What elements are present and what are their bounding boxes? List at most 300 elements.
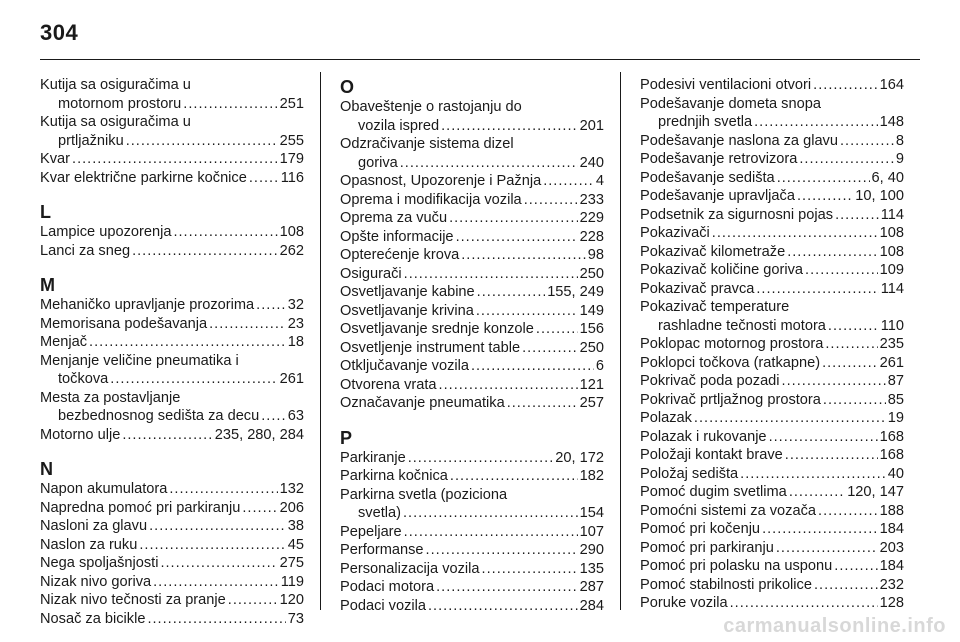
dot-leader (482, 560, 578, 579)
entry-pages: 261 (279, 371, 304, 387)
column-divider (320, 72, 321, 610)
entry-line (340, 541, 604, 560)
entry-line-wrap (340, 135, 604, 154)
entry-term: Parkiranje (340, 449, 406, 466)
entry-line (340, 265, 604, 284)
entry-term: Podešavanje sedišta (640, 169, 775, 186)
index-section (40, 458, 304, 628)
column-divider (620, 72, 621, 610)
entry-line (340, 117, 604, 136)
dot-leader (228, 591, 278, 610)
entry-line (640, 113, 904, 132)
entry-term: Pokazivač kilometraže (640, 243, 786, 260)
entry-term: prtljažniku (58, 132, 124, 149)
index-section (40, 76, 304, 187)
entry-term: Pokrivač poda pozadi (640, 373, 780, 389)
dot-leader (160, 554, 277, 573)
entry-term: Lanci za sneg (40, 242, 131, 259)
index-entry (640, 465, 904, 484)
entry-line (340, 339, 604, 358)
index-entry (640, 539, 904, 558)
entry-line (40, 591, 304, 610)
index-entry (640, 335, 904, 354)
entry-line (640, 576, 904, 595)
entry-pages: 182 (579, 468, 604, 484)
entry-line (340, 597, 604, 616)
entry-line (640, 372, 904, 391)
entry-term: Motorno ulje (40, 426, 121, 443)
dot-leader (787, 243, 877, 262)
entry-term: Pokazivač pravca (640, 280, 755, 297)
entry-pages: 40 (887, 465, 904, 482)
dot-leader (543, 172, 594, 191)
entry-line (640, 150, 904, 169)
entry-line (40, 517, 304, 536)
entry-term: motornom prostoru (58, 95, 182, 112)
entry-pages: 120, 147 (847, 484, 904, 500)
dot-leader (805, 261, 878, 280)
entry-pages: 10, 100 (855, 188, 904, 204)
entry-term: Pokazivači (640, 225, 710, 241)
entry-line (640, 354, 904, 373)
dot-leader (471, 357, 594, 376)
index-entry (640, 132, 904, 151)
entry-term: Napredna pomoć pri parkiranju (40, 499, 241, 516)
entry-line (640, 428, 904, 447)
entry-pages: 154 (579, 505, 604, 521)
index-entry (340, 228, 604, 247)
entry-term: Osvetljenje instrument table (340, 339, 521, 356)
entry-pages: 164 (879, 77, 904, 93)
entry-pages: 20, 172 (555, 449, 604, 466)
entry-term: svetla) (358, 505, 401, 521)
dot-leader (754, 113, 878, 132)
index-entry (340, 394, 604, 413)
dot-leader (173, 223, 277, 242)
dot-leader (261, 407, 286, 426)
entry-term: Napon akumulatora (40, 481, 168, 497)
index-entry (40, 296, 304, 315)
entry-term: Menjač (40, 334, 88, 350)
dot-leader (147, 610, 285, 629)
entry-line (40, 223, 304, 242)
entry-term: Performanse (340, 542, 424, 558)
entry-pages: 108 (279, 224, 304, 240)
entry-pages: 8 (895, 132, 904, 149)
section-letter: N (40, 459, 53, 479)
entry-term: Odzračivanje sistema dizel (340, 136, 514, 152)
entry-pages: 119 (280, 573, 304, 590)
dot-leader (476, 302, 578, 321)
dot-leader (132, 242, 278, 261)
dot-leader (153, 573, 279, 592)
dot-leader (712, 224, 878, 243)
index-entry (340, 191, 604, 210)
entry-line-wrap (40, 352, 304, 371)
entry-pages: 9 (895, 151, 904, 167)
entry-line (40, 169, 304, 188)
dot-leader (450, 467, 578, 486)
entry-line-wrap (40, 389, 304, 408)
index-entry (40, 480, 304, 499)
entry-line (340, 228, 604, 247)
dot-leader (404, 265, 578, 284)
dot-leader (762, 520, 878, 539)
entry-term: Parkirna kočnica (340, 468, 448, 484)
dot-leader (789, 483, 845, 502)
index-entry (40, 536, 304, 555)
dot-leader (169, 480, 277, 499)
index-entry (340, 320, 604, 339)
index-entry (640, 428, 904, 447)
dot-leader (785, 446, 878, 465)
entry-line (340, 283, 604, 302)
index-entry (40, 610, 304, 629)
entry-line (640, 224, 904, 243)
index-entry (40, 352, 304, 389)
index-entry (640, 594, 904, 613)
entry-pages: 275 (279, 555, 304, 571)
entry-pages: 262 (279, 242, 304, 259)
dot-leader (823, 391, 886, 410)
entry-line (40, 95, 304, 114)
entry-term: Oprema za vuču (340, 210, 448, 226)
index-entry (340, 135, 604, 172)
page-number: 304 (40, 20, 79, 45)
index-entry (640, 76, 904, 95)
entry-term: Polazak (640, 410, 692, 426)
dot-leader (756, 280, 878, 299)
entry-pages: 6, 40 (871, 169, 904, 186)
dot-leader (730, 594, 878, 613)
entry-line (40, 150, 304, 169)
entry-term: Podešavanje retrovizora (640, 151, 798, 167)
entry-pages: 148 (879, 114, 904, 130)
dot-leader (813, 76, 877, 95)
index-entry (340, 449, 604, 468)
dot-leader (110, 370, 277, 389)
entry-line (640, 391, 904, 410)
index-entry (40, 591, 304, 610)
entry-line (640, 557, 904, 576)
dot-leader (249, 169, 279, 188)
dot-leader (456, 228, 578, 247)
index-column-3 (640, 76, 904, 613)
entry-line-wrap (40, 113, 304, 132)
entry-term: Kutija sa osiguračima u (40, 114, 191, 130)
entry-term: Opasnost, Upozorenje i Pažnja (340, 173, 542, 189)
entry-term: Menjanje veličine pneumatika i (40, 352, 239, 369)
dot-leader (400, 154, 578, 173)
index-entry (40, 169, 304, 188)
entry-term: Lampice upozorenja (40, 224, 172, 240)
dot-leader (477, 283, 546, 302)
entry-term: Memorisana podešavanja (40, 315, 208, 332)
entry-line (40, 573, 304, 592)
index-entry (640, 483, 904, 502)
entry-term: Pomoćni sistemi za vozača (640, 502, 817, 519)
entry-term: Osigurači (340, 265, 402, 282)
dot-leader (776, 539, 878, 558)
index-entry (40, 517, 304, 536)
index-entry (40, 499, 304, 518)
entry-line (640, 261, 904, 280)
entry-line (40, 242, 304, 261)
entry-line (640, 187, 904, 206)
entry-term: Podešavanje upravljača (640, 188, 795, 204)
entry-pages: 4 (595, 173, 604, 189)
dot-leader (126, 132, 278, 151)
index-entry (340, 302, 604, 321)
entry-pages: 287 (579, 579, 604, 595)
entry-line (640, 502, 904, 521)
entry-term: Položaj sedišta (640, 465, 739, 482)
entry-term: Podešavanje naslona za glavu (640, 132, 838, 149)
entry-term: Otvorena vrata (340, 376, 437, 393)
entry-line (340, 504, 604, 523)
entry-pages: 6 (595, 358, 604, 374)
entry-pages: 116 (280, 169, 304, 186)
dot-leader (840, 132, 894, 151)
index-entry (40, 389, 304, 426)
entry-line (40, 480, 304, 499)
entry-pages: 120 (279, 592, 304, 608)
index-entry (640, 409, 904, 428)
dot-leader (825, 335, 877, 354)
entry-line (640, 132, 904, 151)
index-section (340, 427, 604, 616)
entry-term: Označavanje pneumatika (340, 395, 505, 411)
entry-line (640, 335, 904, 354)
entry-line (40, 296, 304, 315)
entry-term: Naslon za ruku (40, 536, 138, 553)
entry-pages: 73 (287, 610, 304, 627)
entry-term: Pokrivač prtljažnog prostora (640, 391, 821, 408)
dot-leader (428, 597, 578, 616)
entry-term: Parkirna svetla (poziciona (340, 486, 508, 503)
entry-line (340, 357, 604, 376)
entry-term: Nizak nivo tečnosti za pranje (40, 592, 226, 608)
entry-term: bezbednosnog sedišta za decu (58, 408, 260, 424)
entry-term: Nosač za bicikle (40, 610, 146, 627)
dot-leader (441, 117, 578, 136)
index-entry (340, 486, 604, 523)
entry-line (40, 407, 304, 426)
section-letter: O (340, 77, 355, 97)
entry-term: Pomoć pri kočenju (640, 521, 761, 537)
index-entry (40, 333, 304, 352)
entry-pages: 38 (287, 518, 304, 534)
entry-line (40, 554, 304, 573)
entry-pages: 250 (579, 339, 604, 356)
index-entry (340, 172, 604, 191)
index-entry (40, 315, 304, 334)
entry-pages: 23 (287, 315, 304, 332)
entry-pages: 32 (287, 297, 304, 313)
entry-term: Podesivi ventilacioni otvori (640, 77, 812, 93)
entry-term: Podsetnik za sigurnosni pojas (640, 206, 834, 223)
dot-leader (777, 169, 870, 188)
section-letter: L (40, 202, 51, 222)
entry-term: Kutija sa osiguračima u (40, 77, 191, 93)
index-entry (640, 354, 904, 373)
entry-pages: 257 (579, 395, 604, 411)
index-entry (340, 339, 604, 358)
entry-line (640, 483, 904, 502)
entry-pages: 18 (287, 334, 304, 350)
dot-leader (149, 517, 286, 536)
dot-leader (507, 394, 578, 413)
entry-term: točkova (58, 371, 109, 387)
entry-line (640, 446, 904, 465)
entry-line (640, 594, 904, 613)
index-entry (340, 376, 604, 395)
entry-term: Kvar (40, 151, 71, 167)
dot-leader (769, 428, 878, 447)
index-section (40, 274, 304, 444)
dot-leader (782, 372, 886, 391)
entry-pages: 114 (880, 206, 904, 223)
index-entry (640, 150, 904, 169)
entry-pages: 235, 280, 284 (214, 426, 304, 443)
entry-pages: 45 (287, 536, 304, 553)
entry-term: Pokazivač temperature (640, 299, 790, 315)
entry-term: Mesta za postavljanje (40, 389, 181, 406)
index-entry (640, 391, 904, 410)
dot-leader (426, 541, 578, 560)
entry-pages: 290 (579, 542, 604, 558)
entry-term: Osvetljavanje kabine (340, 284, 475, 300)
entry-pages: 63 (287, 408, 304, 424)
entry-line (40, 370, 304, 389)
entry-line (340, 449, 604, 468)
dot-leader (740, 465, 886, 484)
entry-line (340, 246, 604, 265)
index-entry (640, 261, 904, 280)
header-rule (40, 59, 920, 60)
dot-leader (835, 206, 879, 225)
dot-leader (814, 576, 878, 595)
entry-line (640, 169, 904, 188)
entry-term: Kvar električne parkirne kočnice (40, 169, 247, 186)
entry-term: Osvetljavanje krivina (340, 302, 474, 319)
dot-leader (461, 246, 586, 265)
dot-leader (694, 409, 886, 428)
entry-line (640, 243, 904, 262)
entry-pages: 235 (879, 336, 904, 352)
entry-term: rashladne tečnosti motora (658, 317, 826, 334)
entry-pages: 108 (879, 243, 904, 260)
dot-leader (408, 449, 554, 468)
entry-term: Nega spoljašnjosti (40, 555, 159, 571)
entry-term: Obaveštenje o rastojanju do (340, 99, 522, 115)
entry-line (340, 523, 604, 542)
entry-line-wrap (640, 95, 904, 114)
entry-term: Otključavanje vozila (340, 358, 469, 374)
entry-line (340, 302, 604, 321)
dot-leader (122, 426, 212, 445)
index-entry (40, 223, 304, 242)
index-entry (40, 150, 304, 169)
entry-term: Mehaničko upravljanje prozorima (40, 297, 255, 313)
entry-term: Oprema i modifikacija vozila (340, 191, 522, 208)
entry-pages: 110 (880, 317, 904, 334)
index-entry (40, 554, 304, 573)
dot-leader (439, 376, 578, 395)
index-column-2 (340, 76, 604, 615)
index-entry (640, 502, 904, 521)
index-entry (640, 187, 904, 206)
entry-pages: 233 (579, 191, 604, 208)
entry-line (340, 172, 604, 191)
dot-leader (89, 333, 286, 352)
entry-pages: 255 (279, 132, 304, 149)
dot-leader (536, 320, 578, 339)
entry-pages: 251 (279, 95, 304, 112)
entry-line (40, 610, 304, 629)
entry-pages: 232 (879, 576, 904, 593)
entry-pages: 109 (879, 262, 904, 278)
entry-line (640, 206, 904, 225)
entry-term: Poruke vozila (640, 595, 728, 611)
entry-term: Opšte informacije (340, 228, 454, 245)
entry-pages: 203 (879, 539, 904, 556)
entry-term: goriva (358, 154, 398, 171)
entry-term: Nasloni za glavu (40, 518, 148, 534)
index-entry (640, 169, 904, 188)
index-entry (40, 426, 304, 445)
entry-line (340, 191, 604, 210)
index-entry (40, 113, 304, 150)
entry-line (340, 560, 604, 579)
entry-term: Podaci motora (340, 579, 435, 595)
entry-term: Poklopci točkova (ratkapne) (640, 354, 821, 371)
dot-leader (72, 150, 278, 169)
entry-line (640, 520, 904, 539)
entry-term: vozila ispred (358, 117, 440, 134)
entry-pages: 179 (279, 151, 304, 167)
entry-line (40, 536, 304, 555)
entry-line (340, 394, 604, 413)
index-entry (640, 206, 904, 225)
entry-term: Pokazivač količine goriva (640, 262, 804, 278)
entry-pages: 132 (279, 481, 304, 497)
entry-line (340, 578, 604, 597)
entry-pages: 250 (579, 265, 604, 282)
entry-line (640, 317, 904, 336)
entry-pages: 107 (579, 523, 604, 540)
dot-leader (404, 523, 578, 542)
index-section (40, 201, 304, 260)
index-entry (340, 523, 604, 542)
entry-pages: 108 (879, 225, 904, 241)
entry-pages: 85 (887, 391, 904, 408)
dot-leader (256, 296, 286, 315)
entry-line (340, 320, 604, 339)
index-entry (340, 578, 604, 597)
entry-pages: 168 (879, 428, 904, 445)
entry-pages: 201 (579, 117, 604, 134)
index-entry (640, 280, 904, 299)
index-entry (40, 242, 304, 261)
entry-line-wrap (40, 76, 304, 95)
index-entry (340, 283, 604, 302)
entry-pages: 184 (879, 521, 904, 537)
entry-pages: 284 (579, 597, 604, 614)
entry-term: Personalizacija vozila (340, 560, 480, 577)
dot-leader (436, 578, 578, 597)
entry-pages: 135 (579, 560, 604, 577)
